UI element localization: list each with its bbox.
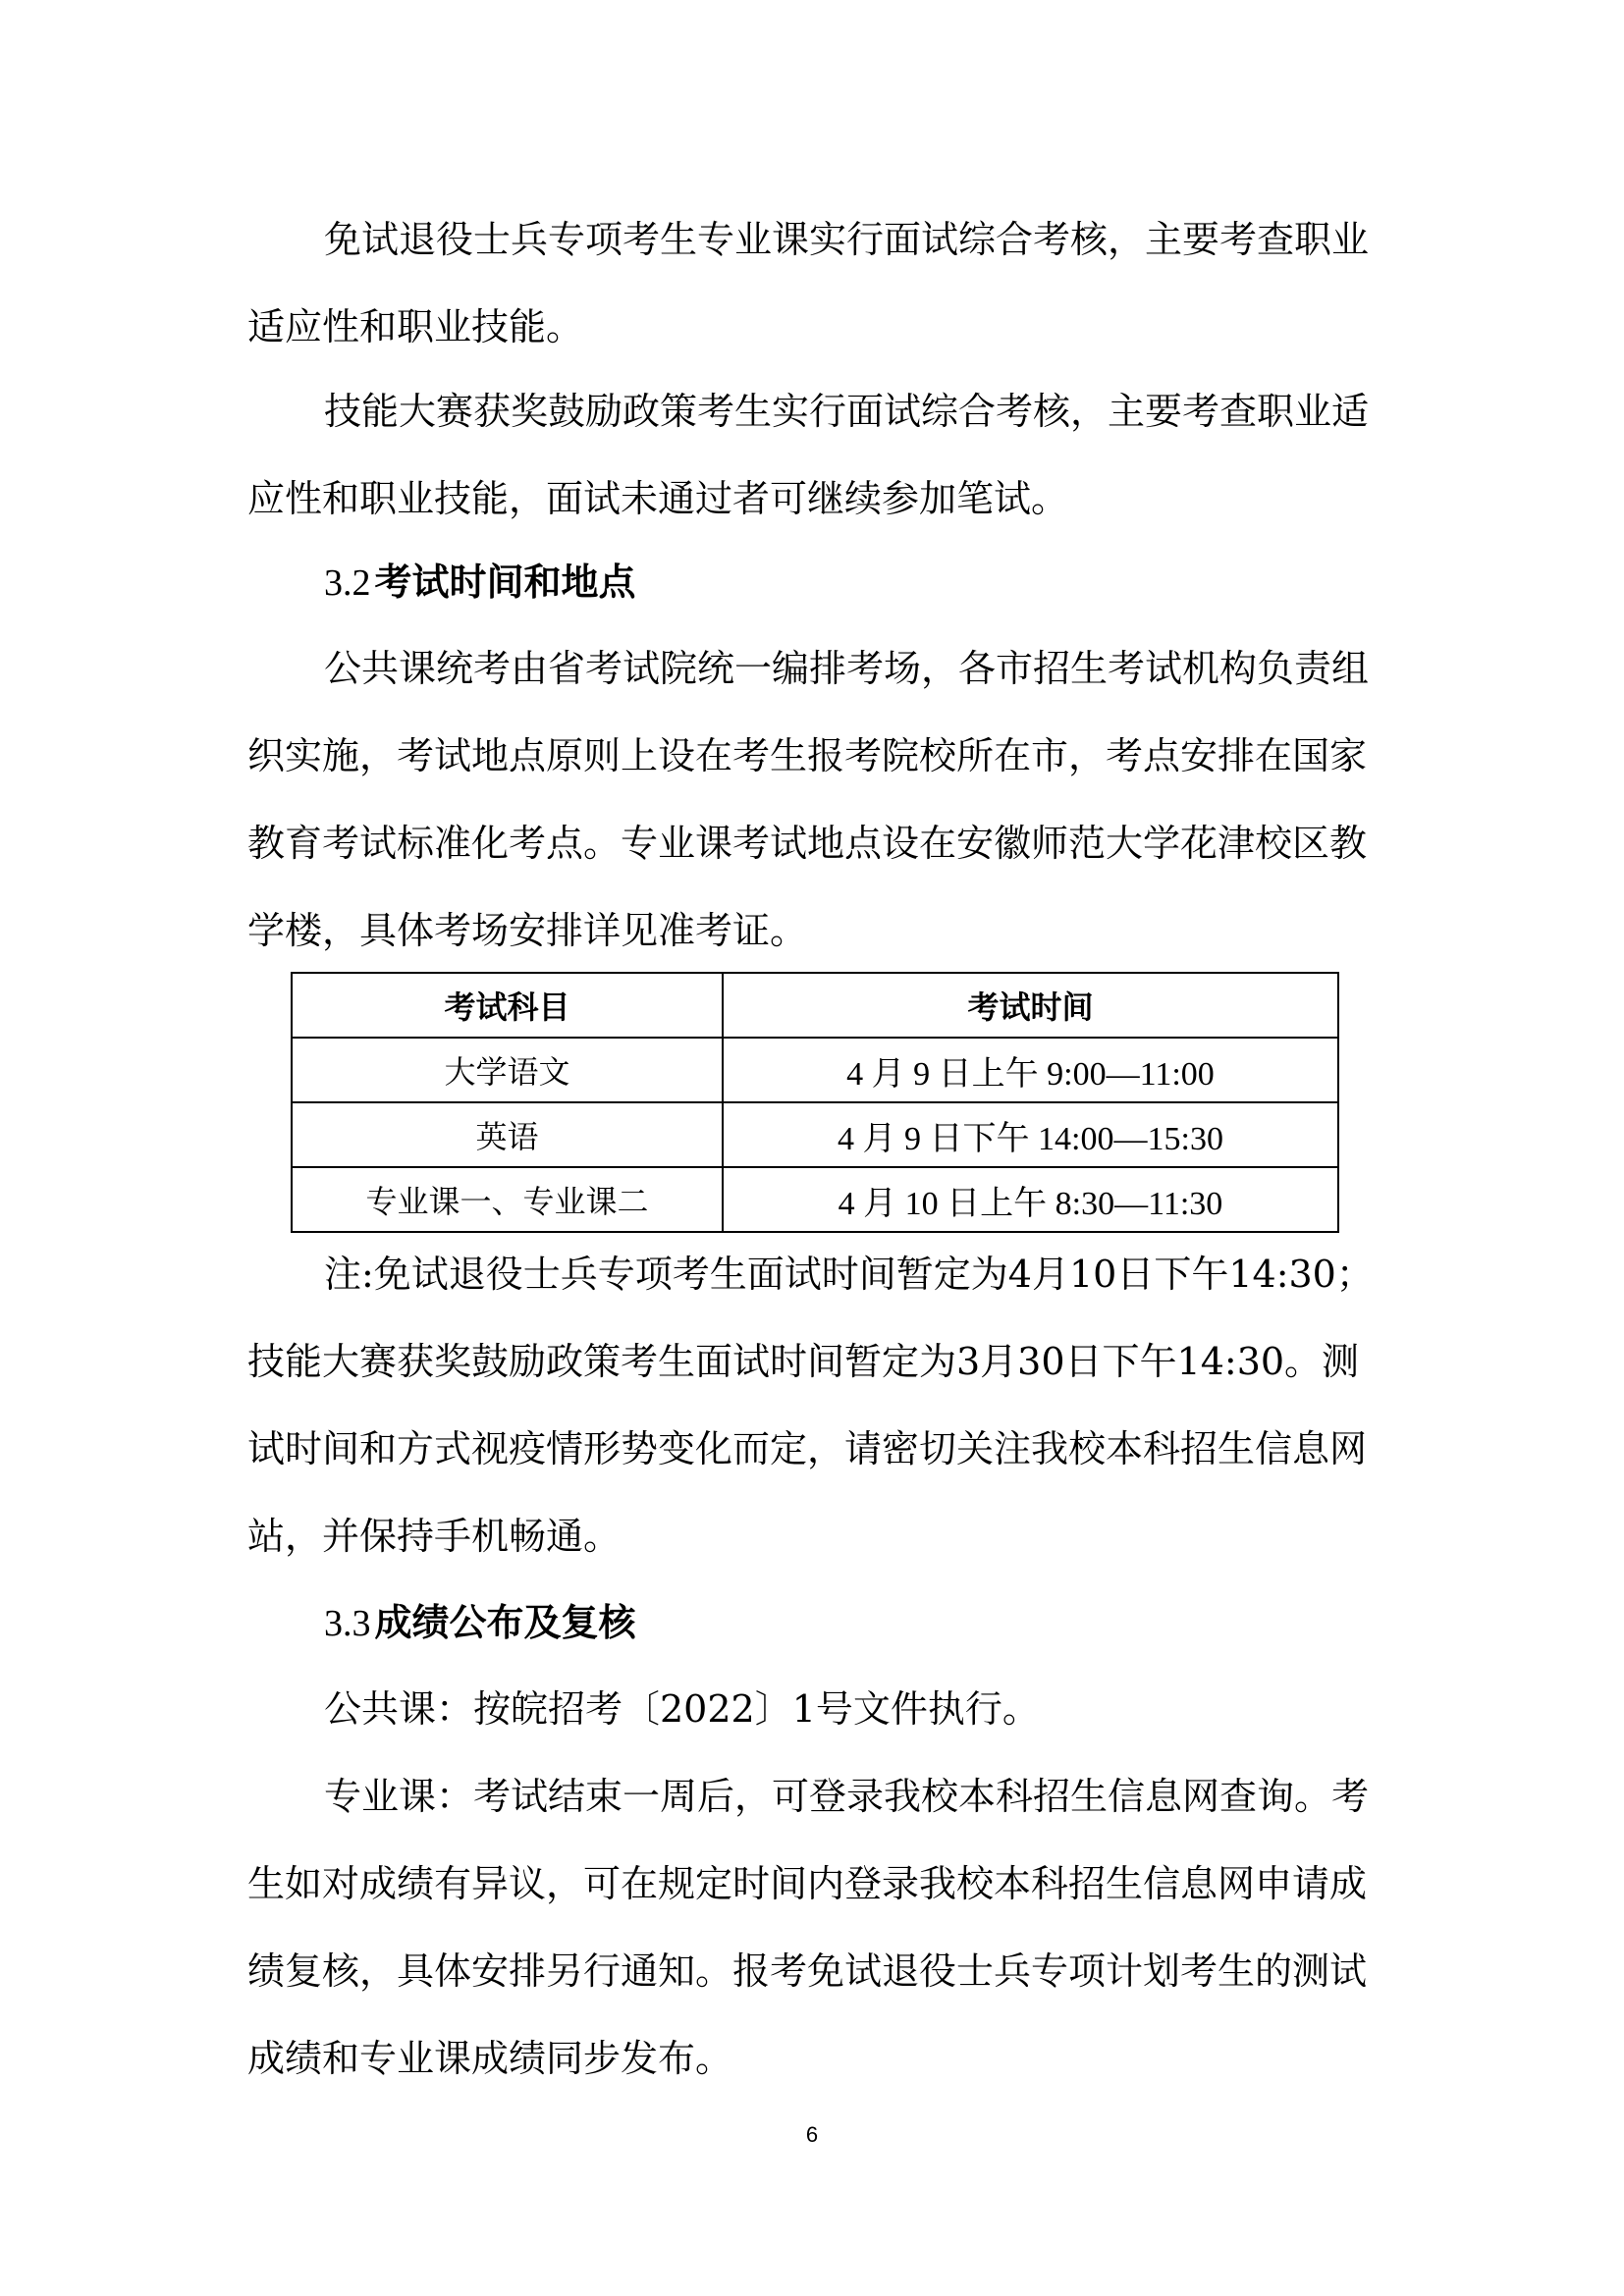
section-heading-score-release	[324, 1579, 636, 1668]
section-number: 3.3	[324, 1603, 371, 1644]
table-cell-time: 4 月 9 日下午 14:00—15:30	[723, 1102, 1338, 1167]
table-cell-subject: 英语	[292, 1102, 723, 1167]
table-cell-time: 4 月 10 日上午 8:30—11:30	[723, 1167, 1338, 1232]
table-header-time: 考试时间	[723, 973, 1338, 1038]
paragraph-skills-contest-interview: 技能大赛获奖鼓励政策考生实行面试综合考核，主要考查职业适应性和职业技能，面试未通过者可继续参加笔试。	[247, 390, 1370, 520]
table-header-row	[292, 973, 1338, 1038]
section-title: 考试时间和地点	[374, 561, 636, 604]
page-number: 6	[805, 2122, 819, 2147]
section-number: 3.2	[324, 562, 371, 604]
paragraph-public-course-scores: 公共课：按皖招考〔2022〕1号文件执行。	[324, 1687, 1040, 1731]
table-row	[292, 1102, 1338, 1167]
table-cell-time: 4 月 9 日上午 9:00—11:00	[723, 1038, 1338, 1102]
table-row	[292, 1038, 1338, 1102]
table-row	[292, 1167, 1338, 1232]
exam-schedule-table	[291, 972, 1339, 1233]
table-cell-subject: 大学语文	[292, 1038, 723, 1102]
paragraph-interview-note: 注:免试退役士兵专项考生面试时间暂定为4月10日下午14:30；技能大赛获奖鼓励政策考生面试时间暂定为3月30日下午14:30。测试时间和方式视疫情形势变化而定，请密切关注我校本科招生信息网站，并保持手机畅通。	[247, 1253, 1374, 1558]
section-title: 成绩公布及复核	[374, 1601, 636, 1644]
paragraph-exam-location: 公共课统考由省考试院统一编排考场，各市招生考试机构负责组织实施，考试地点原则上设在考生报考院校所在市，考点安排在国家教育考试标准化考点。专业课考试地点设在安徽师范大学花津校区教学楼，具体考场安排详见准考证。	[247, 647, 1370, 952]
table-header-subject: 考试科目	[292, 973, 723, 1038]
paragraph-veteran-interview: 免试退役士兵专项考生专业课实行面试综合考核，主要考查职业适应性和职业技能。	[247, 218, 1370, 348]
section-heading-exam-time-location	[324, 539, 636, 627]
table-cell-subject: 专业课一、专业课二	[292, 1167, 723, 1232]
paragraph-professional-course-scores: 专业课：考试结束一周后，可登录我校本科招生信息网查询。考生如对成绩有异议，可在规定时间内登录我校本科招生信息网申请成绩复核，具体安排另行通知。报考免试退役士兵专项计划考生的测试成绩和专业课成绩同步发布。	[247, 1775, 1370, 2080]
